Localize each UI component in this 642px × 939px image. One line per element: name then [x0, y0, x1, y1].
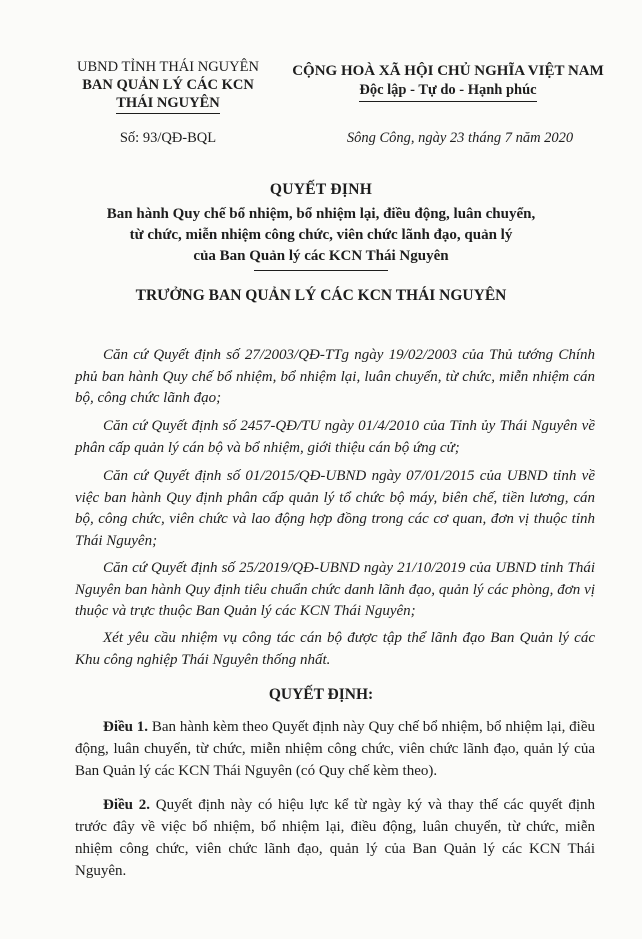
- subtitle-line-2: từ chức, miễn nhiệm công chức, viên chức lãnh đạo, quản lý: [129, 227, 513, 243]
- article-1: [75, 716, 595, 782]
- agency-parent: UBND TỈNH THÁI NGUYÊN: [77, 59, 259, 75]
- article-2-label: Điều 2.: [103, 797, 151, 813]
- article-1-label: Điều 1.: [103, 719, 149, 735]
- decision-heading: QUYẾT ĐỊNH:: [268, 686, 374, 703]
- issuing-agency: [58, 58, 278, 114]
- place-and-date: Sông Công, ngày 23 tháng 7 năm 2020: [346, 130, 574, 146]
- legal-basis-1: Căn cứ Quyết định số 27/2003/QĐ-TTg ngày 19/02/2003 của Thủ tướng Chính phủ ban hành Quy chế bổ nhiệm, bổ nhiệm lại, luân chuyển, từ chức, miễn nhiệm cán bộ, công chức lãnh đạo;: [75, 347, 595, 406]
- subtitle-rule: [254, 270, 388, 271]
- agency-name-line2: THÁI NGUYÊN: [116, 94, 220, 114]
- legal-basis-2: Căn cứ Quyết định số 2457-QĐ/TU ngày 01/4/2010 của Tỉnh ủy Thái Nguyên về phân cấp quản lý cán bộ và bổ nhiệm, giới thiệu cán bộ ứng cử;: [75, 418, 595, 456]
- document-subtitle: [40, 204, 602, 267]
- subtitle-line-1: Ban hành Quy chế bổ nhiệm, bổ nhiệm lại, điều động, luân chuyển,: [106, 206, 536, 222]
- nation-title: CỘNG HOÀ XÃ HỘI CHỦ NGHĨA VIỆT NAM: [292, 63, 604, 79]
- national-motto: Độc lập - Tự do - Hạnh phúc: [359, 81, 536, 102]
- subtitle-line-3: của Ban Quản lý các KCN Thái Nguyên: [193, 248, 449, 264]
- issuing-authority: TRƯỞNG BAN QUẢN LÝ CÁC KCN THÁI NGUYÊN: [135, 287, 507, 304]
- national-header: [278, 62, 618, 102]
- legal-basis-3: Căn cứ Quyết định số 01/2015/QĐ-UBND ngày 07/01/2015 của UBND tỉnh về việc ban hành Quy định phân cấp quản lý tổ chức bộ máy, biên chế, tiền lương, cán bộ, công chức, viên chức và lao động hợp đồng trong các cơ quan, đơn vị thuộc tỉnh Thái Nguyên;: [75, 468, 595, 549]
- agency-name-line1: BAN QUẢN LÝ CÁC KCN: [82, 77, 254, 93]
- document-number: Số: 93/QĐ-BQL: [119, 130, 217, 146]
- legal-basis-5: Xét yêu cầu nhiệm vụ công tác cán bộ được tập thể lãnh đạo Ban Quản lý các Khu công nghiệp Thái Nguyên thống nhất.: [75, 630, 595, 668]
- article-2-text: Quyết định này có hiệu lực kể từ ngày ký và thay thế các quyết định trước đây về việc bổ nhiệm, bổ nhiệm lại, điều động, luân chuyển, từ chức, miễn nhiệm công chức, viên chức lãnh đạo, quản lý của Ban Quản lý các KCN Thái Nguyên.: [75, 797, 595, 879]
- article-1-text: Ban hành kèm theo Quyết định này Quy chế bổ nhiệm, bổ nhiệm lại, điều động, luân chuyển, từ chức, miễn nhiệm công chức, viên chức lãnh đạo, quản lý của Ban Quản lý các KCN Thái Nguyên (có Quy chế kèm theo).: [75, 719, 596, 779]
- article-2: [75, 794, 595, 882]
- document-title: QUYẾT ĐỊNH: [269, 181, 373, 198]
- legal-basis-4: Căn cứ Quyết định số 25/2019/QĐ-UBND ngày 21/10/2019 của UBND tỉnh Thái Nguyên ban hành Quy định tiêu chuẩn chức danh lãnh đạo, quản lý các phòng, đơn vị thuộc và trực thuộc Ban Quản lý các KCN Thái Nguyên;: [75, 560, 595, 619]
